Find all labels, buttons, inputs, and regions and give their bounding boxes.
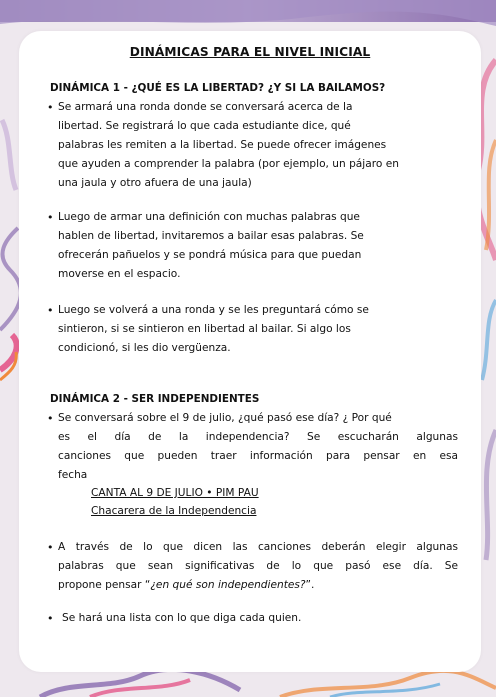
line: ofrecerán pañuelos y se pondrá música para que puedan [58,249,362,261]
line: palabras que sean significativas de lo que pasó ese día. Se [58,560,458,572]
line: Luego se volverá a una ronda y se les preguntará cómo se [58,304,369,316]
song-link-canta-9-julio[interactable]: CANTA AL 9 DE JULIO • PIM PAU [91,487,259,499]
italic-question: ¿en qué son independientes? [150,579,306,591]
line: Se conversará sobre el 9 de julio, ¿qué pasó ese día? ¿ Por qué [58,412,392,424]
bullet-dot: • [47,304,54,317]
line [58,576,458,595]
line: canciones que pueden traer información para pensar en esa [58,450,458,462]
line: libertad. Se registrará lo que cada estudiante dice, qué [58,120,351,132]
song-link-chacarera[interactable]: Chacarera de la Independencia [91,505,257,517]
line: una jaula y otro afuera de una jaula) [58,177,252,189]
line: A través de lo que dicen las canciones deberán elegir algunas [58,541,458,553]
bullet-dot: • [47,101,54,114]
line: moverse en el espacio. [58,268,181,280]
bullet-dot: • [47,541,54,554]
section2-bullet-3 [47,609,462,628]
line: fecha [58,469,88,481]
section1-bullet-2 [47,208,458,284]
line: es el día de la independencia? Se escucharán algunas [58,431,458,443]
bullet-dot: • [47,612,54,625]
line: Se hará una lista con lo que diga cada quien. [62,612,302,624]
text: ”. [305,579,315,591]
section1-bullet-3 [47,301,458,358]
line: Se armará una ronda donde se conversará acerca de la [58,101,353,113]
line: que ayuden a comprender la palabra (por ejemplo, un pájaro en [58,158,399,170]
bullet-dot: • [47,412,54,425]
line: hablen de libertad, invitaremos a bailar esas palabras. Se [58,230,364,242]
line: sintieron, si se sintieron en libertad al bailar. Si algo los [58,323,351,335]
content-card [19,31,481,672]
section1-bullet-1 [47,98,458,193]
section2-bullet-2 [47,538,458,595]
text: propone pensar “ [58,579,151,591]
line: Luego de armar una definición con muchas palabras que [58,211,360,223]
section2-bullet-1 [47,409,458,485]
line: palabras les remiten a la libertad. Se puede ofrecer imágenes [58,139,387,151]
page-title: DINÁMICAS PARA EL NIVEL INICIAL [129,45,371,59]
line: condicionó, si les dio vergüenza. [58,342,231,354]
section2-heading: DINÁMICA 2 - SER INDEPENDIENTES [50,393,260,405]
section1-heading: DINÁMICA 1 - ¿QUÉ ES LA LIBERTAD? ¿Y SI LA BAILAMOS? [50,82,386,94]
bullet-dot: • [47,211,54,224]
